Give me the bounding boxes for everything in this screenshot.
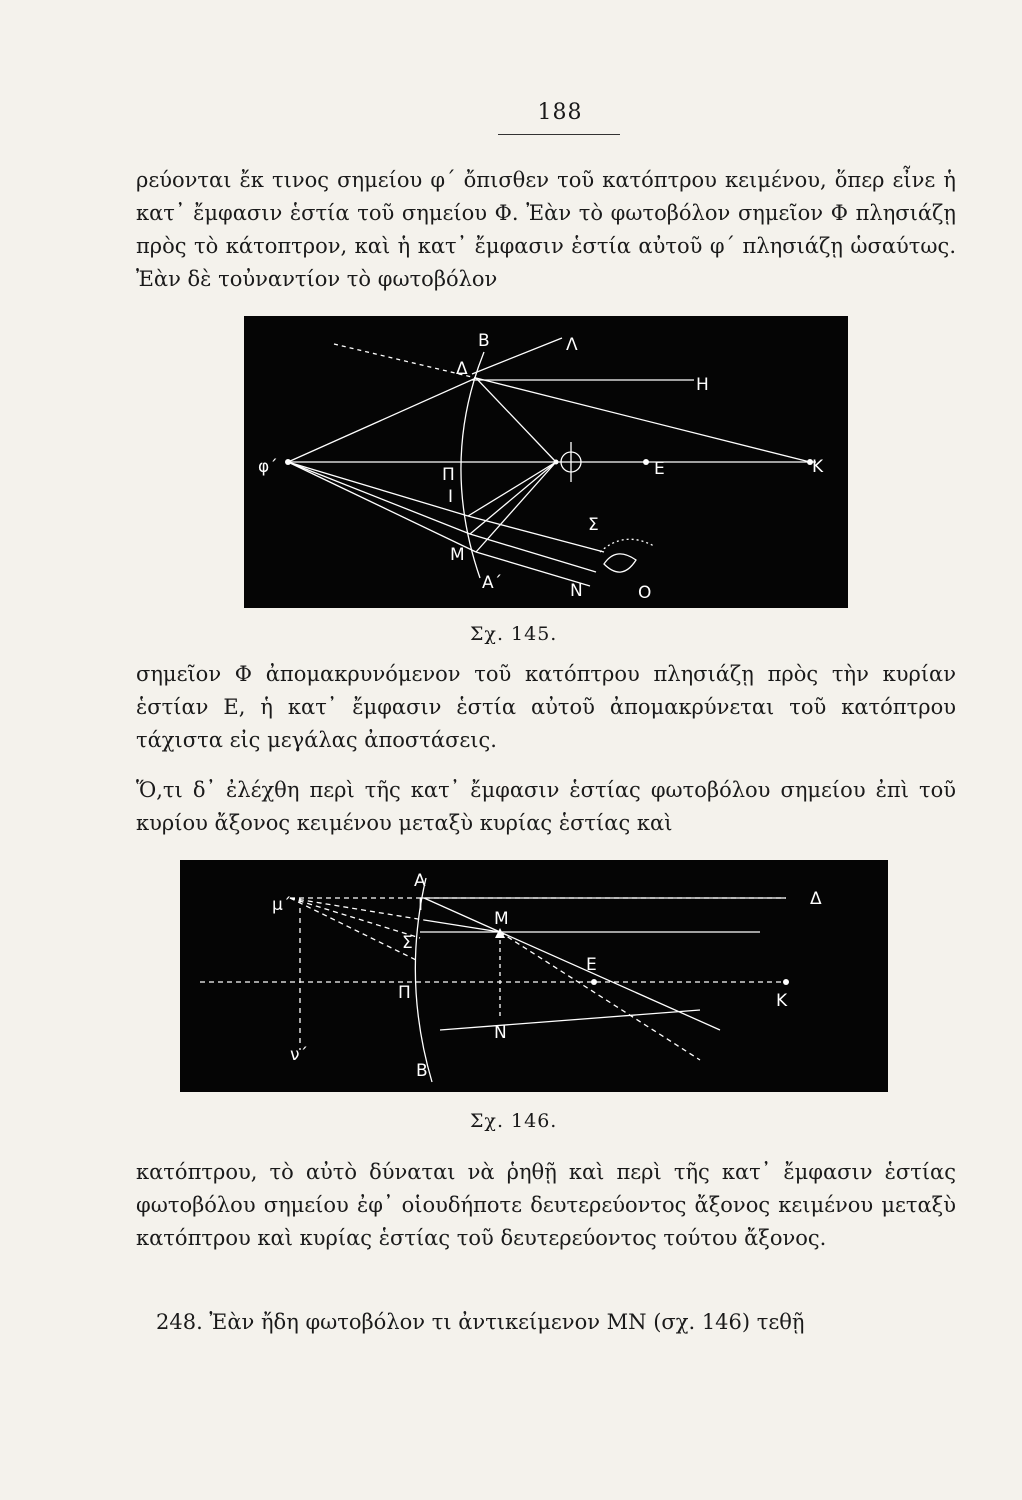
ray-eye-2	[470, 534, 596, 572]
paragraph-4: κατόπτρου, τὸ αὐτὸ δύναται νὰ ῥηθῇ καὶ περὶ τῆς κατ᾿ ἔμφασιν ἑστίας φωτοβόλου σημείου ἐφ᾿ οἱουδήποτε δευτερεύοντος ἄξονος κειμένου μεταξὺ κατόπτρου καὶ κυρίας ἑστίας τοῦ δευτερεύοντος τούτου ἄξονος.	[136, 1160, 956, 1250]
figure-145-diagram	[244, 316, 848, 608]
page-number: 188	[537, 100, 583, 125]
ray-refl-1	[468, 462, 556, 516]
point-k	[783, 979, 789, 985]
label-mu: μ΄	[272, 895, 292, 915]
label-k: K	[812, 457, 824, 477]
ray-to-k	[476, 378, 810, 462]
label-iota: I	[418, 895, 424, 915]
label-eta: H	[696, 375, 709, 395]
label-pi: Π	[442, 465, 455, 485]
label-b: B	[478, 331, 490, 351]
ray-am	[424, 898, 500, 932]
eyebrow	[600, 539, 654, 552]
caption-146: Σχ. 146.	[470, 1110, 558, 1132]
point-center	[554, 460, 559, 465]
ray-dashed-1	[290, 898, 424, 920]
paragraph-5: 248. Ἐὰν ἤδη φωτοβόλον τι ἀντικείμενον ΜΝ (σχ. 146) τεθῇ	[156, 1310, 805, 1334]
ray-refl-3	[476, 462, 556, 552]
label-delta: Δ	[810, 889, 822, 909]
ray-dashed-3	[290, 898, 416, 960]
dashed-ray	[334, 344, 476, 378]
label-pi: Π	[398, 983, 411, 1003]
label-sigma: Σ	[402, 933, 413, 953]
point-e	[643, 459, 649, 465]
label-sigma: Σ	[588, 515, 599, 535]
label-mu: M	[450, 545, 465, 565]
ray-phi-1	[288, 462, 468, 516]
ray-m-k	[500, 932, 720, 1030]
paragraph-1: ρεύονται ἔκ τινος σημείου φ΄ ὄπισθεν τοῦ κατόπτρου κειμένου, ὅπερ εἶνε ἡ κατ᾿ ἔμφασιν ἑστία τοῦ σημείου Φ. Ἐὰν τὸ φωτοβόλον σημεῖον Φ πλησιάζῃ πρὸς τὸ κάτοπτρον, καὶ ἡ κατ᾿ ἔμφασιν ἑστία αὐτοῦ φ΄ πλησιάζῃ ὡσαύτως. Ἐὰν δὲ τοὐναντίον τὸ φωτοβόλον	[136, 168, 956, 291]
ray-refl-2	[470, 462, 556, 534]
caption-145: Σχ. 145.	[470, 623, 558, 645]
label-delta: Δ	[456, 359, 468, 379]
point-phi	[285, 459, 291, 465]
paragraph-2: σημεῖον Φ ἀπομακρυνόμενον τοῦ κατόπτρου πλησιάζῃ πρὸς τὴν κυρίαν ἑστίαν Ε, ἡ κατ᾿ ἔμφασιν ἑστία αὐτοῦ ἀπομακρύνεται τοῦ κατόπτρου τάχιστα εἰς μεγάλας ἀποστάσεις.	[136, 662, 956, 752]
eye-icon	[604, 554, 636, 572]
figure-145	[244, 316, 848, 608]
label-nu: N	[494, 1023, 507, 1043]
figure-146	[180, 860, 888, 1092]
label-alpha: Α΄	[482, 573, 503, 593]
label-omicron: O	[638, 583, 652, 603]
point-e	[591, 979, 597, 985]
ray-m-e	[500, 932, 700, 1060]
label-nu: N	[570, 581, 583, 601]
ray-to-phi	[476, 378, 556, 462]
ray-phi-top	[288, 378, 476, 462]
label-e: E	[586, 955, 597, 975]
header-rule	[498, 134, 620, 135]
label-iota: I	[448, 487, 454, 507]
label-a: A	[414, 871, 426, 891]
ray-lower	[440, 1010, 700, 1030]
paragraph-3: Ὅ,τι δ᾿ ἐλέχθη περὶ τῆς κατ᾿ ἔμφασιν ἑστίας φωτοβόλου σημείου ἐπὶ τοῦ κυρίου ἄξονος κειμένου μεταξὺ κυρίας ἑστίας καὶ	[136, 778, 956, 835]
label-lambda: Λ	[566, 335, 578, 355]
label-phi: φ΄	[258, 457, 278, 477]
ray-eye-1	[468, 516, 604, 552]
ray-dashed-2	[290, 898, 420, 938]
label-e: E	[654, 459, 665, 479]
label-nu-prime: ν΄	[290, 1045, 308, 1065]
figure-146-diagram	[180, 860, 888, 1092]
label-b: B	[416, 1061, 428, 1081]
label-mu-obj: M	[494, 909, 509, 929]
label-k: K	[776, 991, 788, 1011]
ray-im	[424, 920, 500, 932]
